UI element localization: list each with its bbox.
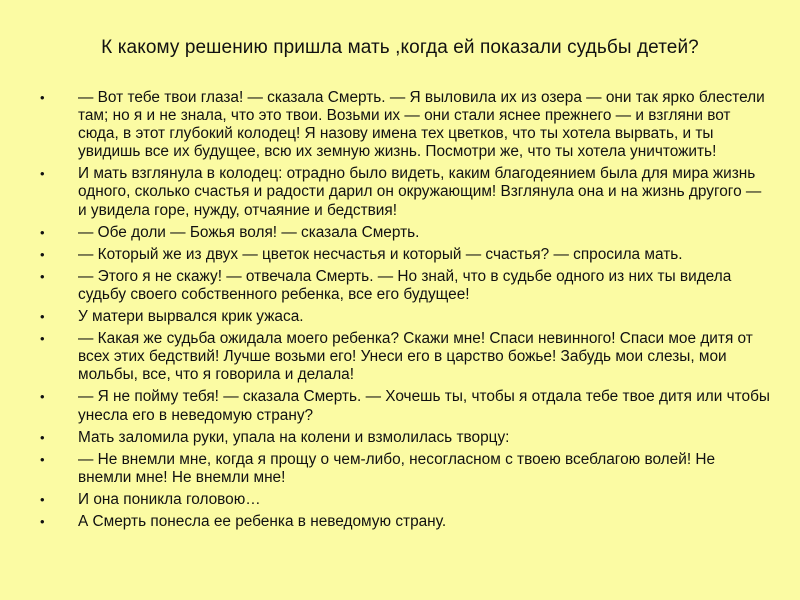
list-item-text: И она поникла головою… — [78, 490, 261, 508]
bullet-dot-icon: • — [40, 451, 45, 467]
list-item — [40, 224, 770, 242]
list-item — [40, 308, 770, 326]
list-item-text: Мать заломила руки, упала на колени и взмолилась творцу: — [78, 428, 510, 446]
list-item — [40, 246, 770, 264]
list-item-text: И мать взглянула в колодец: отрадно было видеть, каким благодеянием была для мира жизнь одного, сколько счастья и радости дарил он окружающим! Взглянула она и на жизнь другого — и увидела горе, нужду, отчаяние и бедствия! — [78, 165, 762, 219]
bullet-dot-icon: • — [40, 389, 45, 405]
bullet-dot-icon: • — [40, 166, 45, 182]
bullet-dot-icon: • — [40, 246, 45, 262]
list-item — [40, 89, 770, 161]
bullet-dot-icon: • — [40, 309, 45, 325]
bullet-dot-icon: • — [40, 491, 45, 507]
list-item — [40, 268, 770, 304]
list-item — [40, 513, 770, 531]
bullet-list — [40, 89, 770, 535]
list-item-text: — Вот тебе твои глаза! — сказала Смерть. — Я выловила их из озера — они так ярко блестели там; но я и не знала, что это твои. Возьми их — они стали яснее прежнего — и взгляни вот сюда, в этот глубокий колодец! Я назову имена тех цветков, что ты хотела вырвать, и ты увидишь все их будущее, всю их земную жизнь. Посмотри же, что ты хотела уничтожить! — [78, 89, 765, 161]
list-item — [40, 388, 770, 424]
list-item — [40, 429, 770, 447]
list-item-text: — Который же из двух — цветок несчастья и который — счастья? — спросила мать. — [78, 245, 683, 263]
bullet-dot-icon: • — [40, 429, 45, 445]
list-item — [40, 451, 770, 487]
list-item-text: — Обе доли — Божья воля! — сказала Смерть. — [78, 223, 420, 241]
list-item-text: — Не внемли мне, когда я прощу о чем-либо, несогласном с твоею всеблагою волей! Не внемли мне! Не внемли мне! — [78, 450, 716, 486]
bullet-dot-icon: • — [40, 331, 45, 347]
slide-title: К какому решению пришла мать ,когда ей показали судьбы детей? — [101, 37, 699, 58]
list-item-text: — Этого я не скажу! — отвечала Смерть. — Но знай, что в судьбе одного из них ты видела судьбу своего собственного ребенка, все его будущее! — [78, 267, 732, 303]
list-item-text: — Какая же судьба ожидала моего ребенка? Скажи мне! Спаси невинного! Спаси мое дитя от всех этих бедствий! Лучше возьми его! Унеси его в царство божье! Забудь мои слезы, мои мольбы, все, что я говорила и делала! — [78, 330, 753, 384]
bullet-dot-icon: • — [40, 90, 45, 105]
bullet-dot-icon: • — [40, 513, 45, 529]
list-item-text: — Я не пойму тебя! — сказала Смерть. — Хочешь ты, чтобы я отдала тебе твое дитя или чтобы унесла его в неведомую страну? — [78, 388, 770, 424]
bullet-dot-icon: • — [40, 224, 45, 240]
list-item-text: А Смерть понесла ее ребенка в неведомую страну. — [78, 512, 447, 530]
list-item-text: У матери вырвался крик ужаса. — [78, 308, 304, 326]
list-item — [40, 165, 770, 219]
list-item — [40, 330, 770, 384]
bullet-dot-icon: • — [40, 268, 45, 284]
list-item — [40, 491, 770, 509]
